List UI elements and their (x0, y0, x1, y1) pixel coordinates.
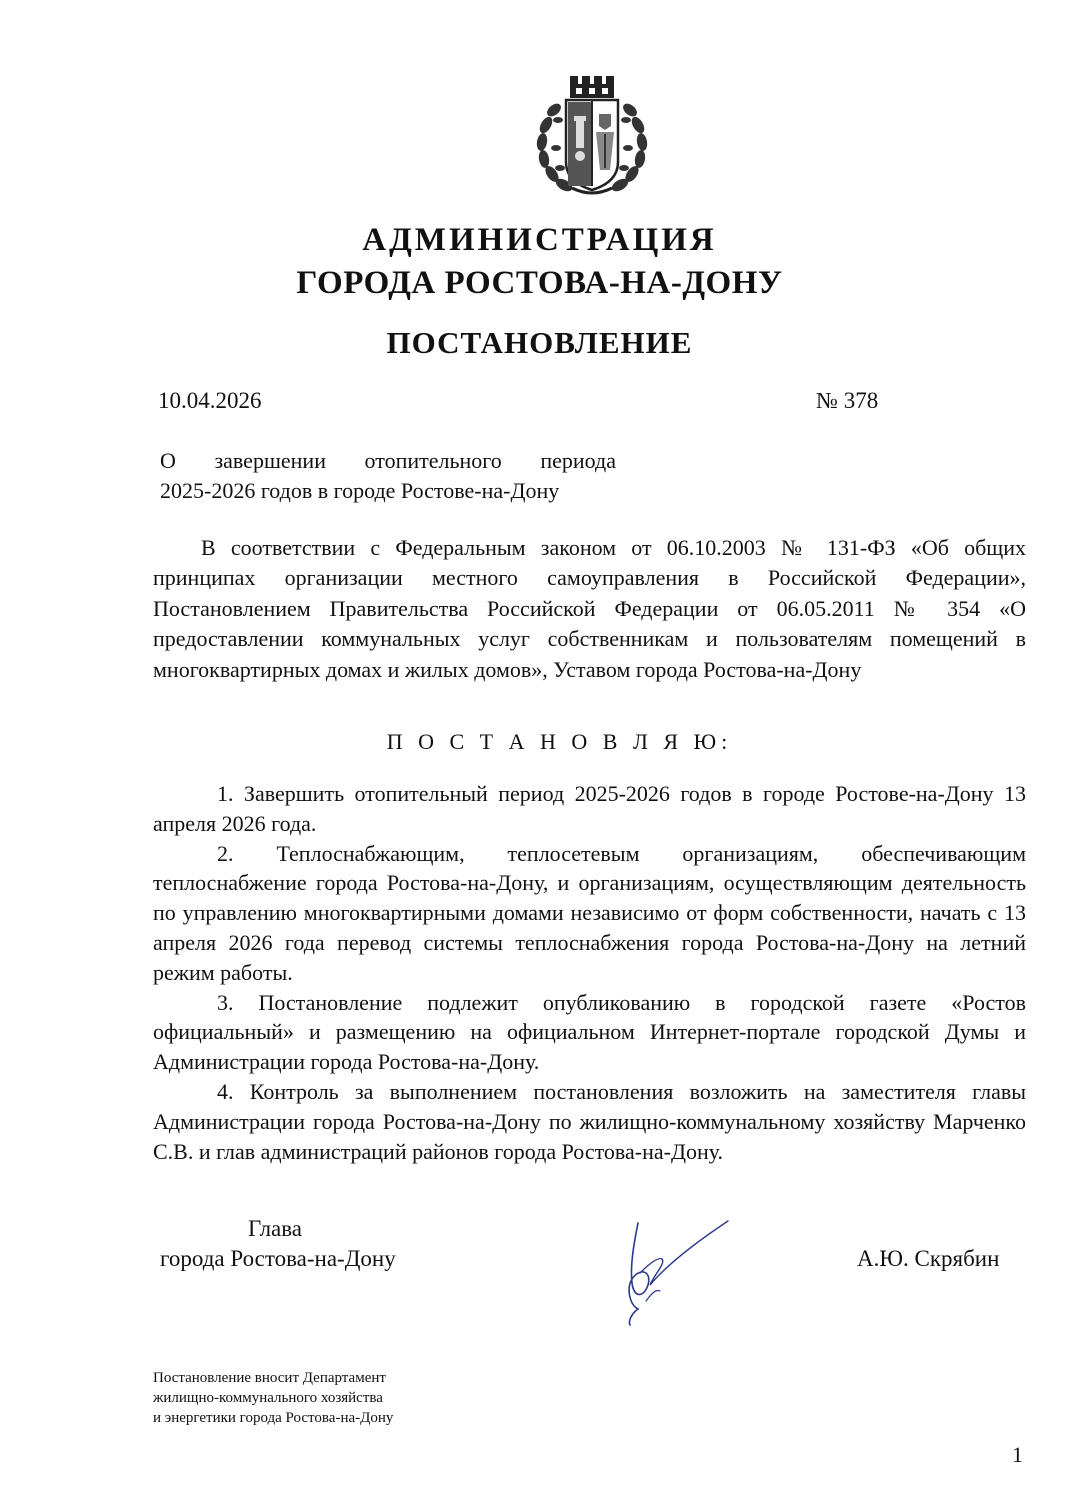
organization-name-line2: ГОРОДА РОСТОВА-НА-ДОНУ (296, 265, 783, 301)
document-date: 10.04.2026 (158, 388, 262, 413)
document-subject (160, 446, 616, 506)
shield-icon (566, 100, 618, 190)
preamble-paragraph (153, 533, 1026, 685)
signatory-title-line1: Глава (248, 1216, 303, 1241)
document-type-title: ПОСТАНОВЛЕНИЕ (386, 325, 693, 360)
decree-item-4: 4. Контроль за выполнением постановления возложить на заместителя главы Администрации города Ростова-на-Дону по жилищно-коммунальному хозяйству Марченко С.В. и глав администраций районов города Ростова-на-Дону. (153, 1078, 1026, 1164)
organization-name-line1: АДМИНИСТРАЦИЯ (362, 222, 717, 258)
signatory-name: А.Ю. Скрябин (857, 1246, 1000, 1271)
footer-line2: жилищно-коммунального хозяйства (153, 1390, 383, 1406)
decree-item-1: 1. Завершить отопительный период 2025-2026 годов в городе Ростове-на-Дону 13 апреля 2026 года. (153, 781, 1026, 836)
decree-item-2: 2. Теплоснабжающим, теплосетевым организациям, обеспечивающим теплоснабжение города Ростова-на-Дону, и организациям, осуществляющим деятельность по управлению многоквартирными домами независимо от форм собственности, начать с 13 апреля 2026 года перевод системы теплоснабжения города Ростова-на-Дону на летний режим работы. (153, 840, 1026, 985)
page-number: 1 (1012, 1442, 1023, 1467)
subject-line1: О завершении отопительного периода (160, 448, 616, 473)
subject-line2: 2025-2026 годов в городе Ростове-на-Дону (160, 478, 560, 503)
decree-item-3: 3. Постановление подлежит опубликованию в городской газете «Ростов официальный» и размещению на официальном Интернет-портале городской Думы и Администрации города Ростова-на-Дону. (153, 989, 1026, 1075)
crown-icon (570, 76, 614, 98)
coat-of-arms-emblem (524, 70, 660, 200)
submitting-department-note (153, 1368, 393, 1428)
signatory-title-line2: города Ростова-на-Дону (160, 1246, 396, 1271)
document-number: № 378 (816, 388, 879, 413)
preamble-text: В соответствии с Федеральным законом от 06.10.2003 № 131-ФЗ «Об общих принципах организации местного самоуправления в Российской Федерации», Постановлением Правительства Российской Федерации от 06.05.2011 № 354 «О предоставлении коммунальных услуг собственникам и пользователям помещений в многоквартирных домах и жилых домов», Уставом города Ростова-на-Дону (153, 535, 1026, 682)
decree-items-list (153, 779, 1026, 1166)
footer-line1: Постановление вносит Департамент (153, 1370, 386, 1386)
footer-line3: и энергетики города Ростова-на-Дону (153, 1410, 394, 1426)
handwritten-signature (610, 1213, 740, 1328)
decree-heading: П О С Т А Н О В Л Я Ю: (386, 729, 733, 754)
